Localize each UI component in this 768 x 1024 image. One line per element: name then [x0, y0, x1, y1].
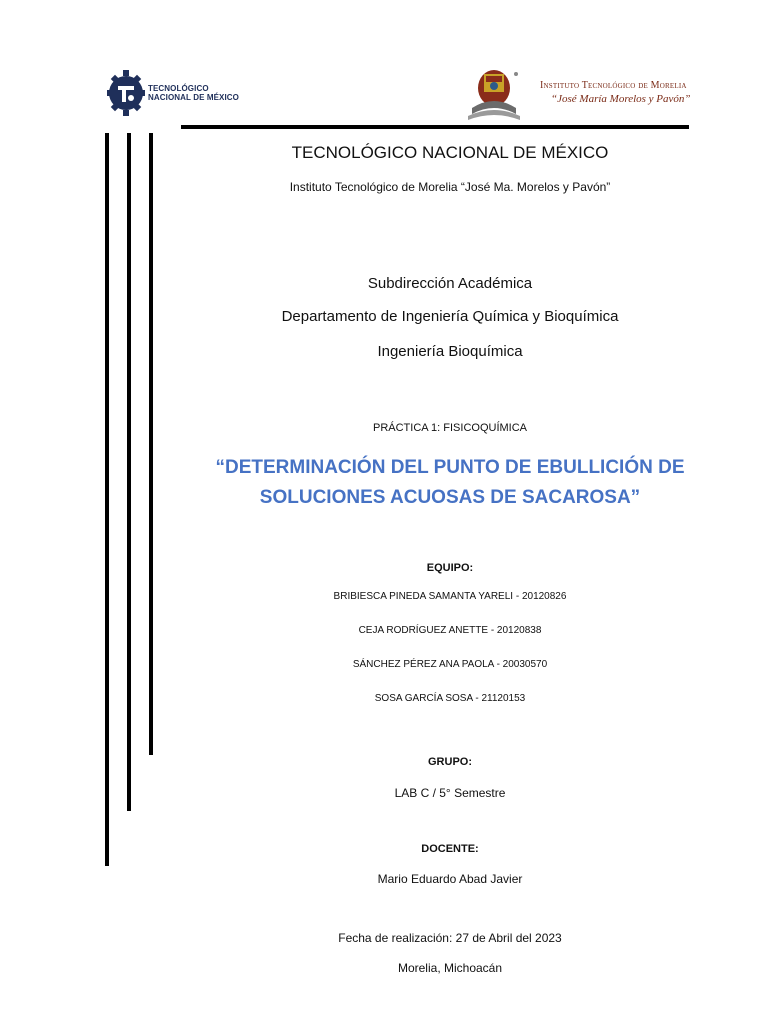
team-member: SOSA GARCÍA SOSA - 21120153 — [374, 693, 526, 704]
campus-name: Instituto Tecnológico de Morelia “José Ma. Morelos y Pavón” — [289, 180, 611, 194]
report-title-line1: “DETERMINACIÓN DEL PUNTO DE EBULLICIÓN DE — [215, 457, 685, 478]
team-member: CEJA RODRÍGUEZ ANETTE - 20120838 — [358, 625, 542, 636]
left-border-line-2 — [127, 133, 131, 811]
program: Ingeniería Bioquímica — [377, 343, 523, 360]
itm-logo — [464, 64, 524, 124]
report-title — [150, 453, 750, 513]
department: Departamento de Ingeniería Química y Bioquímica — [281, 308, 619, 325]
completion-date: Fecha de realización: 27 de Abril del 2023 — [338, 931, 562, 945]
teacher-heading: DOCENTE: — [421, 843, 479, 855]
tecnm-emblem-icon — [106, 64, 146, 122]
tecnm-logo-text — [148, 84, 239, 102]
institution-name: TECNOLÓGICO NACIONAL DE MÉXICO — [291, 143, 609, 162]
team-heading: EQUIPO: — [426, 562, 474, 574]
practice-label: PRÁCTICA 1: FISICOQUÍMICA — [372, 422, 528, 434]
itm-logo-title: Instituto Tecnológico de Morelia — [540, 80, 687, 91]
tecnm-logo-line1: TECNOLÓGICO — [148, 84, 209, 93]
report-title-line2: SOLUCIONES ACUOSAS DE SACAROSA” — [259, 487, 641, 508]
itm-logo-subtitle: “José María Morelos y Pavón” — [551, 93, 691, 105]
team-member: SÁNCHEZ PÉREZ ANA PAOLA - 20030570 — [352, 659, 548, 670]
group-heading: GRUPO: — [428, 756, 472, 768]
itm-emblem-icon — [464, 64, 524, 124]
group-value: LAB C / 5° Semestre — [394, 786, 506, 800]
location: Morelia, Michoacán — [397, 961, 503, 975]
teacher-name: Mario Eduardo Abad Javier — [377, 872, 523, 886]
tecnm-logo-line2: NACIONAL DE MÉXICO — [148, 93, 239, 102]
tecnm-logo — [106, 64, 246, 122]
header-divider — [181, 125, 689, 129]
left-border-line-1 — [105, 133, 109, 866]
team-member: BRIBIESCA PINEDA SAMANTA YARELI - 20120826 — [333, 591, 567, 602]
subdirection: Subdirección Académica — [367, 275, 533, 292]
